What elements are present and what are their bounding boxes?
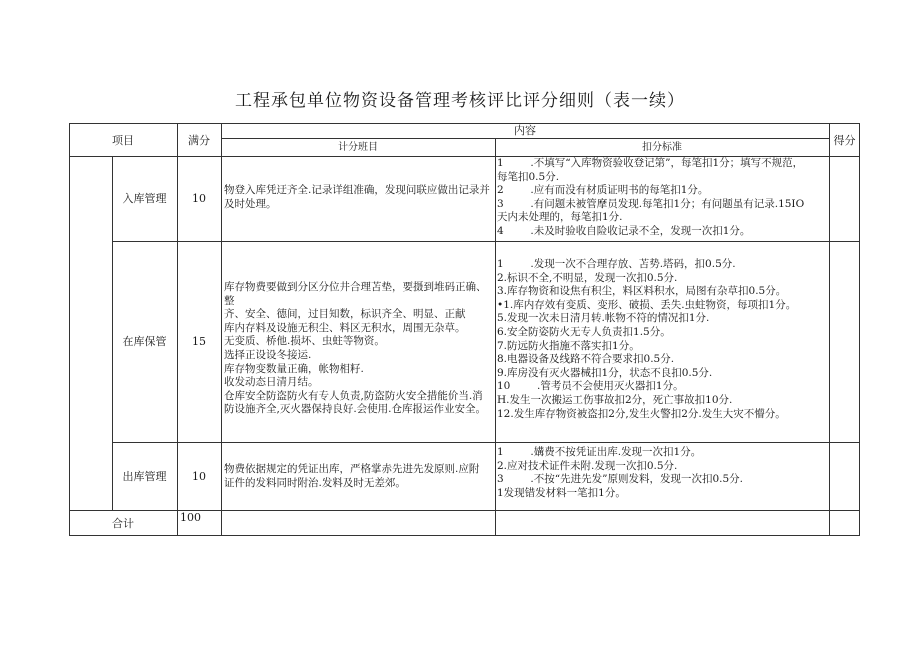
row-divider [112,241,860,242]
header-score: 得分 [833,134,856,147]
content-column-line [221,123,222,536]
row-deduction-rules: 1 .媾费不按凭证出库.发现一次扣1分。 2.应对技术证件未附.发现一次扣0.5分. 3 .不按“先进先发”原则发料，发现一次扣0.5分. 1发现错发材料一笔扣1分。 [497,446,743,499]
row-name: 入库管理 [122,192,167,205]
row-full-score: 10 [192,470,206,483]
header-content: 内容 [514,124,536,137]
row-divider [112,442,860,443]
header-full-score: 满分 [188,134,210,147]
row-name: 在库保管 [122,335,167,348]
row-content-text: 物登入库凭迂齐全.记录详组准确，发现问联应做出记录并 及时处理。 [224,184,490,210]
row-content-text: 物费依据规定的凭证出库，严格掌赤先进先发原则.应附 证件的发料同时附治.发料及时无差郊。 [224,463,480,489]
row-full-score: 15 [192,335,206,348]
total-label: 合计 [112,517,134,530]
row-deduction-rules: 1 .发现一次不合理存放、苫势.塔码，扣0.5分. 2.标识不全,不明显，发现一次扣0.5分. 3.库存物资和设焦有积尘，料区料积水，局图有杂草扣0.5分。 •1.库内存效有变质、变形、破损、丢失.虫蛀物资，每项扣1分。 5.发现一次未日清月转.帐物不符的情况扣1分. 6.安全防姿防火无专人负责扣1.5分。 7.防远防火指施不落实扣1分。 8.电器设备及线路不符合要求扣0.5分. 9.库房没有灭火器械扣1分，状态不良扣0.5分. 10 .管考员不会使用灭火器扣1分。 H.发生一次搬运工伤事故扣2分，死亡事故扣10分. 12.发生库存物资被盗扣2分,发生火警扣2分.发生大灾不懵分。 [497,258,797,420]
table-border-right [859,123,860,536]
table-border-bottom [69,535,860,536]
item-subcolumn-line [112,156,113,511]
total-value: 100 [180,511,201,524]
header-scoring-items: 计分班目 [338,142,378,153]
page-title: 工程承包单位物资设备管理考核评比评分细则（表一续） [235,91,685,111]
header-item: 项目 [112,134,134,147]
table-border-left [69,123,70,536]
row-full-score: 10 [192,192,206,205]
row-name: 出库管理 [122,470,167,483]
rules-column-line [495,138,496,536]
header-deduction-standard: 扣分标准 [642,142,682,153]
scoring-table [69,123,860,536]
content-header-divider [221,138,829,139]
row-deduction-rules: 1 .不填写“入库物资验收登记第”，每笔扣1分；填写不规范， 每笔扣0.5分. 2 .应有而没有材质证明书的每笔扣1分。 3 .有问题未被管摩员发现.每笔扣1分；有问题虽有记录.15IO 天内未处理的，每笔扣1分. 4 .未及时验收自险收记录不全，发现一次扣1分。 [497,157,805,237]
row-content-text: 库存物费要做到分区分位井合理苫垫，要摄到堆码正确、整 齐、安全、德间，过目知数，标识齐全、明显、正献 库内存料及设施无积尘、料区无积水，周围无杂草。 无变质、桥他.损坏、虫蛀等物资。 选择正设设冬接运. 库存物变数量正确，帐物相籽. 收发动态日清月结。 仓库安全防盗防火有专人负责,防盗防火安全措能价当.消 防设施齐全,灭火器保持良好.会使用.仓库报运作业安全。 [224,281,487,416]
